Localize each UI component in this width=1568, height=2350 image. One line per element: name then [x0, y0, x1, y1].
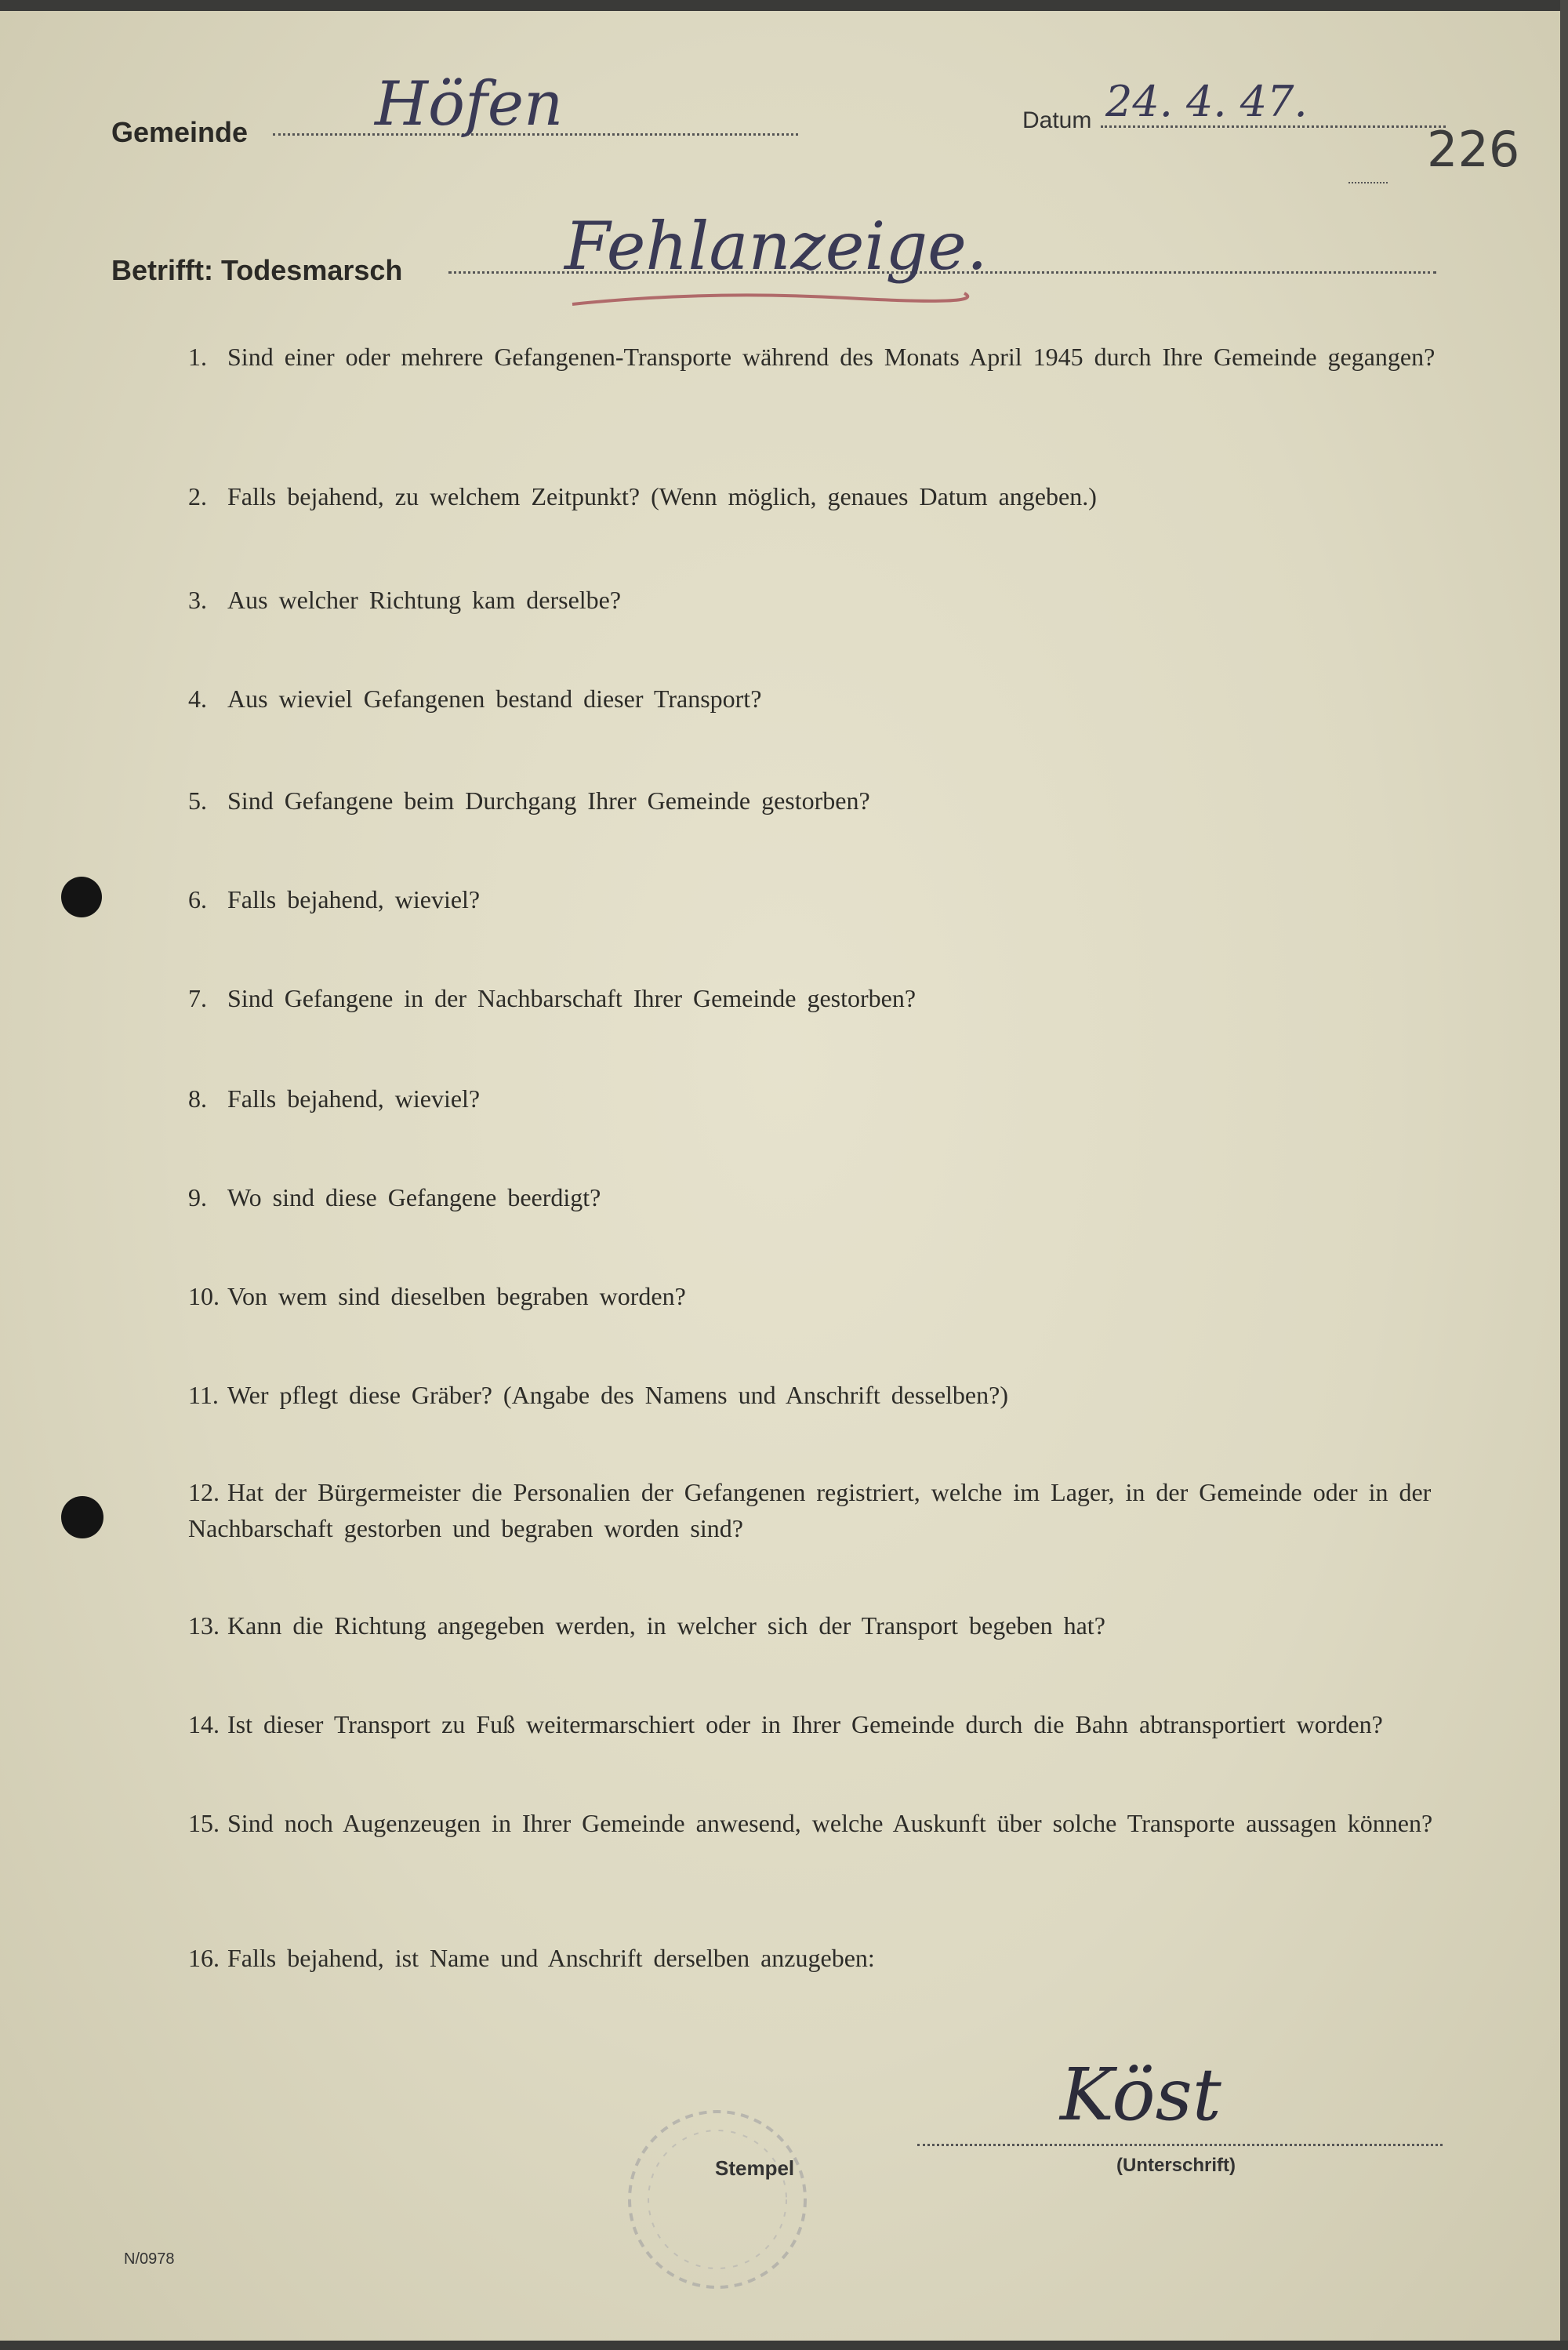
- question-text: Wer pflegt diese Gräber? (Angabe des Namens und Anschrift desselben?): [227, 1381, 1008, 1409]
- question-number: 10.: [188, 1282, 220, 1310]
- question-text: Aus wieviel Gefangenen bestand dieser Transport?: [227, 685, 762, 713]
- question-4: [188, 681, 1450, 717]
- question-number: 1.: [188, 343, 207, 371]
- question-8: [188, 1081, 1450, 1117]
- question-2: [188, 478, 1450, 514]
- question-6: [188, 881, 1450, 917]
- gemeinde-label: Gemeinde: [111, 116, 249, 148]
- question-text: Von wem sind dieselben begraben worden?: [227, 1282, 686, 1310]
- question-number: 11.: [188, 1381, 219, 1409]
- stempel-label: Stempel: [715, 2156, 795, 2180]
- folio-number: 226: [1427, 121, 1520, 178]
- question-12: [188, 1474, 1450, 1546]
- datum-label: Datum: [1022, 107, 1092, 133]
- question-number: 14.: [188, 1710, 220, 1738]
- question-text: Wo sind diese Gefangene beerdigt?: [227, 1183, 601, 1211]
- question-text: Ist dieser Transport zu Fuß weitermarschiert oder in Ihrer Gemeinde durch die Bahn abtransportiert worden?: [227, 1710, 1383, 1738]
- question-number: 8.: [188, 1084, 207, 1113]
- question-number: 15.: [188, 1809, 220, 1837]
- question-5: [188, 783, 1450, 819]
- question-16: [188, 1940, 1450, 1976]
- betrifft-handwritten-value: Fehlanzeige.: [564, 208, 988, 285]
- unterschrift-label: (Unterschrift): [1116, 2155, 1236, 2176]
- question-1: [188, 339, 1450, 375]
- question-text: Falls bejahend, wieviel?: [227, 885, 481, 913]
- question-text: Sind Gefangene in der Nachbarschaft Ihrer Gemeinde gestorben?: [227, 984, 916, 1012]
- question-7: [188, 980, 1450, 1016]
- question-text: Kann die Richtung angegeben werden, in welcher sich der Transport begeben hat?: [227, 1611, 1105, 1640]
- betrifft-label: Betrifft: Todesmarsch: [111, 254, 403, 286]
- question-text: Hat der Bürgermeister die Personalien der Gefangenen registriert, welche im Lager, in der Gemeinde oder in der Nachbarschaft gestorben und begraben worden sind?: [188, 1478, 1432, 1542]
- question-number: 7.: [188, 984, 207, 1012]
- folio-dash: [1348, 182, 1388, 183]
- question-text: Sind noch Augenzeugen in Ihrer Gemeinde anwesend, welche Auskunft über solche Transporte aussagen können?: [227, 1809, 1433, 1837]
- scan-edge-top: [0, 0, 1568, 11]
- question-number: 12.: [188, 1478, 220, 1506]
- question-11: [188, 1377, 1450, 1413]
- question-3: [188, 582, 1450, 618]
- red-pencil-underline: [564, 282, 972, 314]
- question-text: Aus welcher Richtung kam derselbe?: [227, 586, 622, 614]
- signature-line: [917, 2144, 1443, 2146]
- question-text: Sind Gefangene beim Durchgang Ihrer Gemeinde gestorben?: [227, 786, 870, 815]
- question-text: Falls bejahend, zu welchem Zeitpunkt? (Wenn möglich, genaues Datum angeben.): [227, 482, 1097, 510]
- question-number: 6.: [188, 885, 207, 913]
- punch-hole-lower: [61, 1496, 103, 1538]
- question-text: Falls bejahend, ist Name und Anschrift derselben anzugeben:: [227, 1944, 875, 1972]
- question-number: 3.: [188, 586, 207, 614]
- question-15: [188, 1805, 1450, 1841]
- signature: Köst: [1060, 2053, 1221, 2137]
- question-number: 4.: [188, 685, 207, 713]
- question-10: [188, 1278, 1450, 1314]
- question-9: [188, 1179, 1450, 1215]
- question-number: 9.: [188, 1183, 207, 1211]
- datum-handwritten-value: 24. 4. 47.: [1105, 77, 1308, 126]
- question-number: 5.: [188, 786, 207, 815]
- question-13: [188, 1607, 1450, 1644]
- question-14: [188, 1706, 1450, 1742]
- question-text: Falls bejahend, wieviel?: [227, 1084, 481, 1113]
- question-text: Sind einer oder mehrere Gefangenen-Transporte während des Monats April 1945 durch Ihre Gemeinde gegangen?: [227, 343, 1436, 371]
- question-number: 13.: [188, 1611, 220, 1640]
- scan-edge-bottom: [0, 2341, 1568, 2350]
- gemeinde-handwritten-value: Höfen: [375, 69, 564, 140]
- faded-stamp-icon: [619, 2101, 815, 2297]
- question-number: 2.: [188, 482, 207, 510]
- punch-hole-upper: [61, 877, 102, 917]
- scan-edge-right: [1560, 0, 1568, 2350]
- form-code: N/0978: [124, 2250, 175, 2268]
- question-number: 16.: [188, 1944, 220, 1972]
